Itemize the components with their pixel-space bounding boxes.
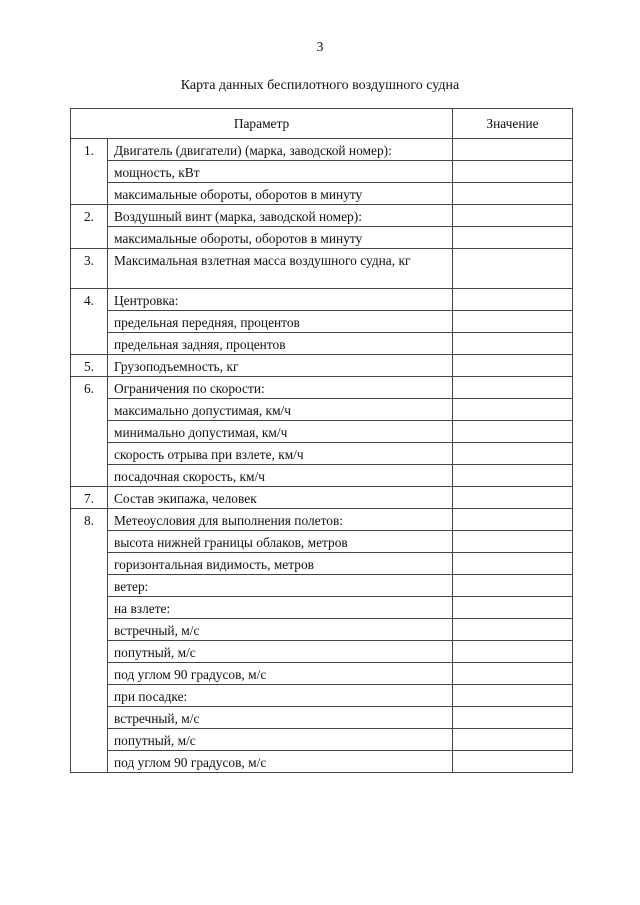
value-cell[interactable] (453, 289, 573, 311)
parameter-cell: горизонтальная видимость, метров (108, 553, 453, 575)
parameter-cell: при посадке: (108, 685, 453, 707)
value-cell[interactable] (453, 751, 573, 773)
table-row (71, 161, 573, 183)
header-parameter: Параметр (71, 109, 453, 139)
value-cell[interactable] (453, 553, 573, 575)
parameter-cell: попутный, м/с (108, 641, 453, 663)
table-row (71, 205, 573, 227)
value-cell[interactable] (453, 227, 573, 249)
table-row (71, 619, 573, 641)
parameter-cell: встречный, м/с (108, 619, 453, 641)
table-row (71, 509, 573, 531)
parameter-cell: Двигатель (двигатели) (марка, заводской номер): (108, 139, 453, 161)
value-cell[interactable] (453, 249, 573, 289)
table-row (71, 227, 573, 249)
value-cell[interactable] (453, 509, 573, 531)
table-header-row (71, 109, 573, 139)
table-body (71, 139, 573, 773)
table-row (71, 465, 573, 487)
table-row (71, 707, 573, 729)
parameter-cell: Ограничения по скорости: (108, 377, 453, 399)
value-cell[interactable] (453, 575, 573, 597)
parameter-cell: Воздушный винт (марка, заводской номер): (108, 205, 453, 227)
parameter-cell: Максимальная взлетная масса воздушного судна, кг (108, 249, 453, 289)
value-cell[interactable] (453, 399, 573, 421)
parameter-cell: ветер: (108, 575, 453, 597)
table-row (71, 553, 573, 575)
parameter-cell: максимально допустимая, км/ч (108, 399, 453, 421)
row-number: 1. (71, 139, 108, 205)
table-row (71, 685, 573, 707)
value-cell[interactable] (453, 355, 573, 377)
value-cell[interactable] (453, 161, 573, 183)
value-cell[interactable] (453, 619, 573, 641)
parameter-cell: скорость отрыва при взлете, км/ч (108, 443, 453, 465)
value-cell[interactable] (453, 311, 573, 333)
header-value: Значение (453, 109, 573, 139)
table-row (71, 377, 573, 399)
parameter-cell: максимальные обороты, оборотов в минуту (108, 183, 453, 205)
table-row (71, 597, 573, 619)
value-cell[interactable] (453, 377, 573, 399)
table-row (71, 575, 573, 597)
table-row (71, 421, 573, 443)
parameter-cell: мощность, кВт (108, 161, 453, 183)
table-row (71, 751, 573, 773)
parameter-cell: Метеоусловия для выполнения полетов: (108, 509, 453, 531)
parameter-cell: максимальные обороты, оборотов в минуту (108, 227, 453, 249)
parameter-cell: встречный, м/с (108, 707, 453, 729)
value-cell[interactable] (453, 641, 573, 663)
value-cell[interactable] (453, 531, 573, 553)
value-cell[interactable] (453, 663, 573, 685)
value-cell[interactable] (453, 707, 573, 729)
row-number: 5. (71, 355, 108, 377)
value-cell[interactable] (453, 183, 573, 205)
value-cell[interactable] (453, 487, 573, 509)
table-row (71, 311, 573, 333)
table-row (71, 355, 573, 377)
parameter-cell: под углом 90 градусов, м/с (108, 751, 453, 773)
table-row (71, 663, 573, 685)
table-row (71, 487, 573, 509)
row-number: 6. (71, 377, 108, 487)
data-card-table (70, 108, 573, 773)
table-row (71, 139, 573, 161)
value-cell[interactable] (453, 729, 573, 751)
table-row (71, 443, 573, 465)
value-cell[interactable] (453, 139, 573, 161)
parameter-cell: под углом 90 градусов, м/с (108, 663, 453, 685)
value-cell[interactable] (453, 333, 573, 355)
parameter-cell: посадочная скорость, км/ч (108, 465, 453, 487)
table-row (71, 399, 573, 421)
value-cell[interactable] (453, 421, 573, 443)
parameter-cell: Центровка: (108, 289, 453, 311)
parameter-cell: попутный, м/с (108, 729, 453, 751)
value-cell[interactable] (453, 443, 573, 465)
parameter-cell: высота нижней границы облаков, метров (108, 531, 453, 553)
table-row (71, 289, 573, 311)
table-row (71, 183, 573, 205)
table-row (71, 729, 573, 751)
parameter-cell: Состав экипажа, человек (108, 487, 453, 509)
parameter-cell: на взлете: (108, 597, 453, 619)
value-cell[interactable] (453, 465, 573, 487)
parameter-cell: предельная передняя, процентов (108, 311, 453, 333)
table-row (71, 333, 573, 355)
value-cell[interactable] (453, 685, 573, 707)
table-row (71, 641, 573, 663)
parameter-cell: предельная задняя, процентов (108, 333, 453, 355)
value-cell[interactable] (453, 205, 573, 227)
row-number: 4. (71, 289, 108, 355)
document-title: Карта данных беспилотного воздушного судна (180, 78, 460, 93)
row-number: 8. (71, 509, 108, 773)
page-number: 3 (316, 40, 324, 55)
row-number: 7. (71, 487, 108, 509)
table-row (71, 249, 573, 289)
parameter-cell: Грузоподъемность, кг (108, 355, 453, 377)
table-row (71, 531, 573, 553)
parameter-cell: минимально допустимая, км/ч (108, 421, 453, 443)
row-number: 3. (71, 249, 108, 289)
value-cell[interactable] (453, 597, 573, 619)
row-number: 2. (71, 205, 108, 249)
